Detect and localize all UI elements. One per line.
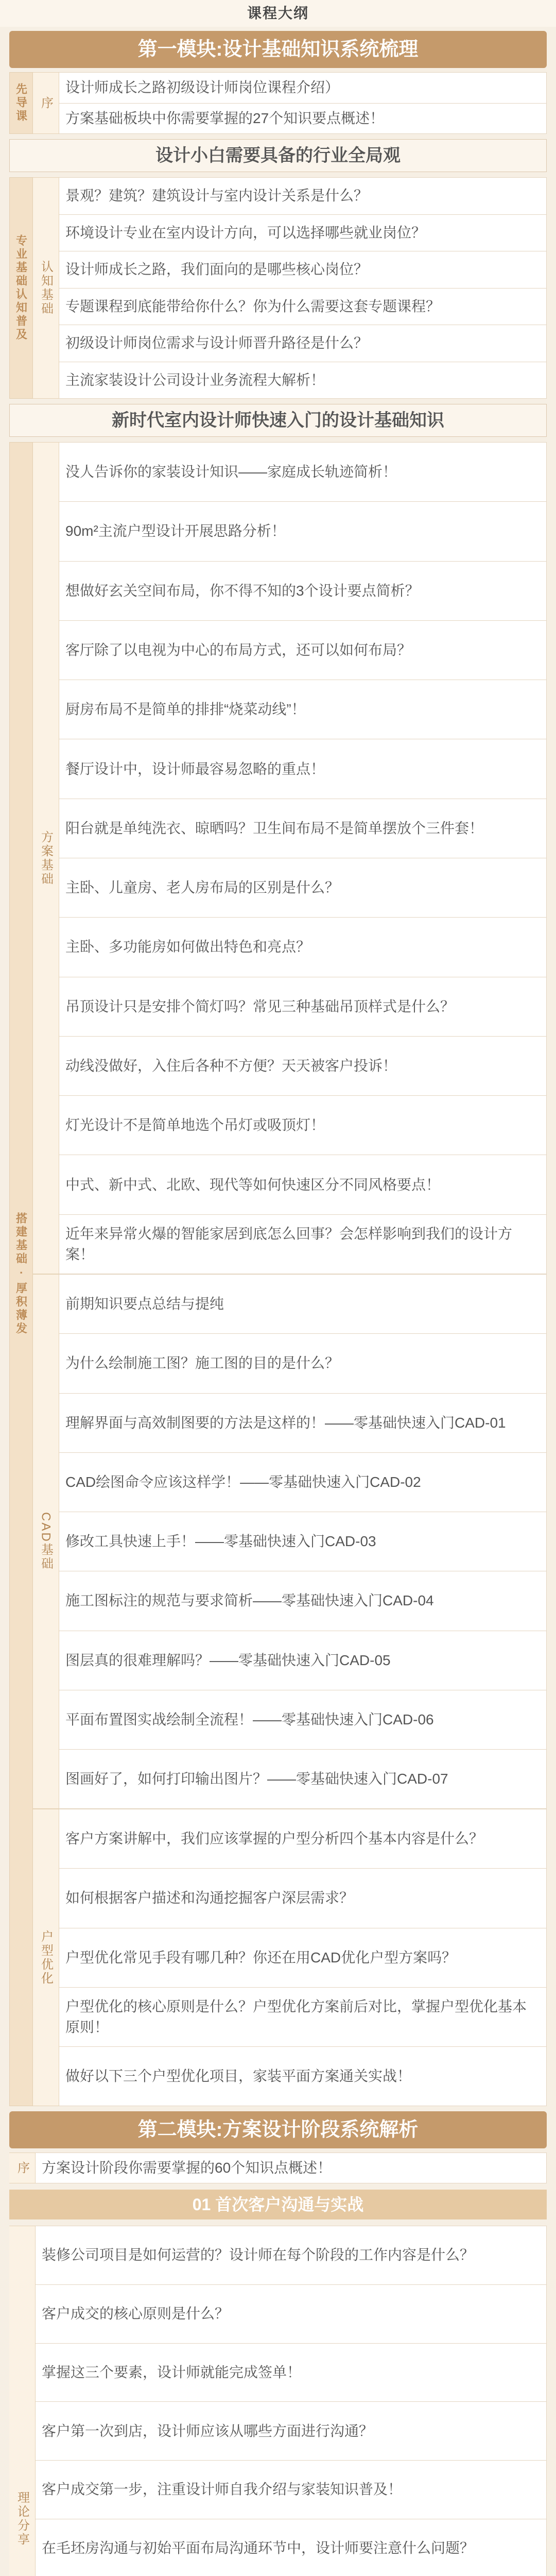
module1-section2-category: 搭建基础 · 厚积薄发 xyxy=(9,442,33,2106)
module1-section2-group xyxy=(33,1809,547,2106)
module1-section2-item: 修改工具快速上手！——零基础快速入门CAD-03 xyxy=(59,1512,547,1571)
module1-section2-item: 理解界面与高效制图要的方法是这样的！——零基础快速入门CAD-01 xyxy=(59,1394,547,1453)
module1-section2-item: 客户方案讲解中，我们应该掌握的户型分析四个基本内容是什么？ xyxy=(59,1809,547,1869)
module1-intro-category: 先导课 xyxy=(9,72,33,134)
module1-section2-item: 餐厅设计中，设计师最容易忽略的重点！ xyxy=(59,739,547,799)
module1-section2-item: 户型优化的核心原则是什么？户型优化方案前后对比，掌握户型优化基本原则！ xyxy=(59,1988,547,2047)
module1-section2-item: 主卧、儿童房、老人房布局的区别是什么？ xyxy=(59,858,547,918)
module2-chapter1-title: 01 首次客户沟通与实战 xyxy=(9,2190,547,2219)
module2-chapter1-item: 掌握这三个要素，设计师就能完成签单！ xyxy=(36,2344,547,2402)
module1-section2-group-label: 方案基础 xyxy=(33,442,59,1274)
module1-section2-item: 厨房布局不是简单的排排“烧菜动线”！ xyxy=(59,680,547,739)
module1-intro-item: 设计师成长之路初级设计师岗位课程介绍） xyxy=(59,72,547,104)
module2-title: 第二模块:方案设计阶段系统解析 xyxy=(9,2111,547,2148)
module1-section1-item: 设计师成长之路，我们面向的是哪些核心岗位？ xyxy=(59,251,547,289)
module1-section1-group-label: 认知基础 xyxy=(33,177,59,399)
module1-section2-item: 图画好了，如何打印输出图片？——零基础快速入门CAD-07 xyxy=(59,1750,547,1809)
module1-section1-item: 景观？建筑？建筑设计与室内设计关系是什么？ xyxy=(59,177,547,215)
module1-section2-block xyxy=(9,442,547,2106)
module1-section1-item: 主流家装设计公司设计业务流程大解析！ xyxy=(59,362,547,399)
module1-intro-block xyxy=(9,72,547,134)
module1-section2-item: 如何根据客户描述和沟通挖掘客户深层需求？ xyxy=(59,1869,547,1928)
module1-section2-item: 为什么绘制施工图？施工图的目的是什么？ xyxy=(59,1334,547,1393)
module2-chapter1-item: 装修公司项目是如何运营的？设计师在每个阶段的工作内容是什么？ xyxy=(36,2226,547,2285)
module1-section2-item: 中式、新中式、北欧、现代等如何快速区分不同风格要点！ xyxy=(59,1155,547,1214)
module2-chapter1-item: 在毛坯房沟通与初始平面布局沟通环节中，设计师要注意什么问题？ xyxy=(36,2519,547,2576)
page-title: 课程大纲 xyxy=(0,0,556,27)
module1-section2-group xyxy=(33,1274,547,1809)
module1-section2-item: 客厅除了以电视为中心的布局方式，还可以如何布局？ xyxy=(59,621,547,680)
module1-section1-block xyxy=(9,177,547,399)
module1-section2-item: 做好以下三个户型优化项目，家装平面方案通关实战！ xyxy=(59,2047,547,2106)
module1-section2-group xyxy=(33,442,547,1274)
module1-section2-item: 主卧、多功能房如何做出特色和亮点？ xyxy=(59,918,547,977)
module2-intro-block xyxy=(9,2153,547,2183)
module1-section2-item: 阳台就是单纯洗衣、晾晒吗？卫生间布局不是简单摆放个三件套！ xyxy=(59,799,547,858)
module1-section2-item: 吊顶设计只是安排个简灯吗？常见三种基础吊顶样式是什么？ xyxy=(59,977,547,1037)
module2-chapter1-item: 客户成交的核心原则是什么？ xyxy=(36,2285,547,2344)
module1-section1-title: 设计小白需要具备的行业全局观 xyxy=(9,139,547,172)
module1-section1-category: 专业基础认知普及 xyxy=(9,177,33,399)
module2-chapter1-item: 客户成交第一步，注重设计师自我介绍与家装知识普及！ xyxy=(36,2461,547,2519)
module1-title: 第一模块:设计基础知识系统梳理 xyxy=(9,31,547,68)
module1-section1-item: 环境设计专业在室内设计方向，可以选择哪些就业岗位？ xyxy=(59,215,547,252)
module1-intro-item: 方案基础板块中你需要掌握的27个知识要点概述！ xyxy=(59,104,547,134)
module1-section2-group-label: 户型优化 xyxy=(33,1809,59,2106)
module1-section2-group-label: CAD基础 xyxy=(33,1274,59,1809)
module1-intro-group-label: 序 xyxy=(33,72,59,134)
module1-section2-item: 没人告诉你的家装设计知识——家庭成长轨迹简析！ xyxy=(59,442,547,502)
module1-section2-item: 动线没做好，入住后各种不方便？天天被客户投诉！ xyxy=(59,1037,547,1096)
module1-section2-item: 图层真的很难理解吗？——零基础快速入门CAD-05 xyxy=(59,1631,547,1690)
module1-section2-title: 新时代室内设计师快速入门的设计基础知识 xyxy=(9,404,547,437)
module2-intro-item: 方案设计阶段你需要掌握的60个知识点概述！ xyxy=(36,2153,547,2183)
module1-section2-item: 户型优化常见手段有哪几种？你还在用CAD优化户型方案吗？ xyxy=(59,1928,547,1988)
module2-chapter1-group-label: 理论分享 xyxy=(9,2226,36,2576)
module1-section2-item: 想做好玄关空间布局，你不得不知的3个设计要点简析？ xyxy=(59,562,547,621)
module2-chapter1-item: 客户第一次到店，设计师应该从哪些方面进行沟通？ xyxy=(36,2402,547,2461)
module1-section2-item: 灯光设计不是简单地选个吊灯或吸顶灯！ xyxy=(59,1096,547,1155)
module1-section2-item: 前期知识要点总结与提纯 xyxy=(59,1274,547,1334)
module1-section2-item: 平面布置图实战绘制全流程！——零基础快速入门CAD-06 xyxy=(59,1690,547,1750)
module2-chapter1-group xyxy=(9,2226,547,2576)
module1-section1-item: 专题课程到底能带给你什么？你为什么需要这套专题课程？ xyxy=(59,289,547,326)
module1-section2-item: CAD绘图命令应该这样学！——零基础快速入门CAD-02 xyxy=(59,1453,547,1512)
module1-section2-item: 施工图标注的规范与要求简析——零基础快速入门CAD-04 xyxy=(59,1571,547,1631)
module2-chapter1-block xyxy=(9,2226,547,2576)
module1-section1-item: 初级设计师岗位需求与设计师晋升路径是什么？ xyxy=(59,325,547,362)
module1-section2-item: 90m²主流户型设计开展思路分析！ xyxy=(59,502,547,561)
module2-intro-group-label: 序 xyxy=(9,2153,36,2183)
module1-section2-item: 近年来异常火爆的智能家居到底怎么回事？会怎样影响到我们的设计方案！ xyxy=(59,1215,547,1274)
